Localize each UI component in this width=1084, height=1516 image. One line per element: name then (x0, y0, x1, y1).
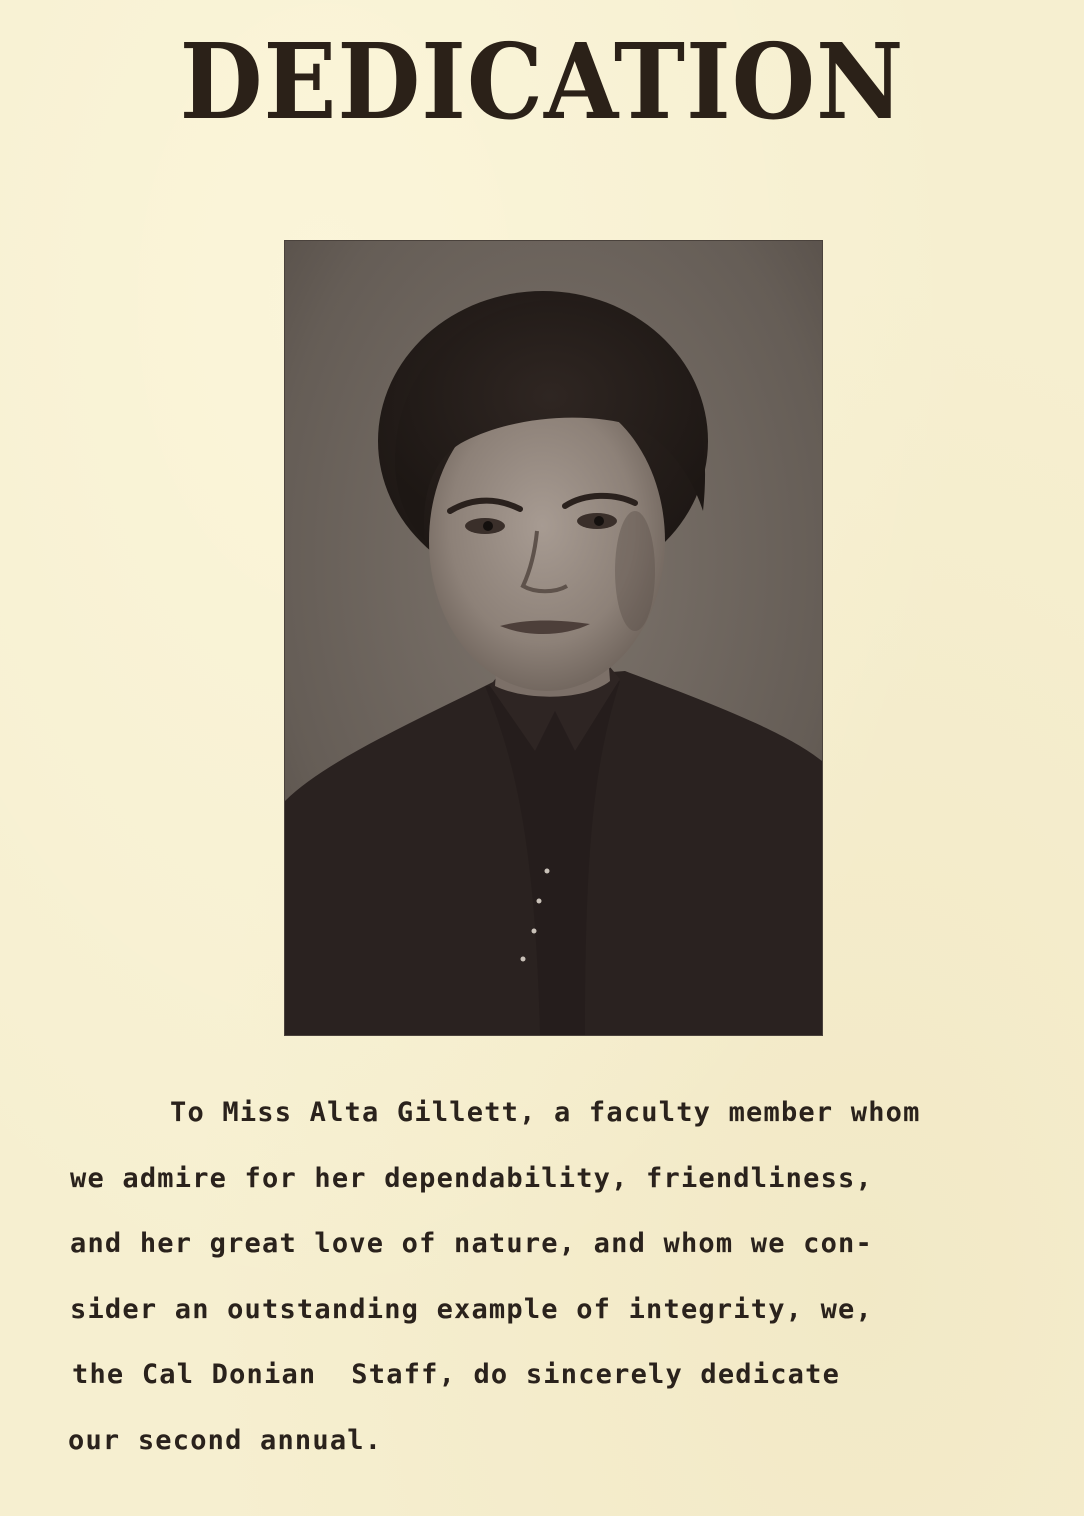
portrait-photo (285, 241, 822, 1035)
dedication-line: and her great love of nature, and whom we con- (70, 1228, 873, 1259)
dedication-line: the Cal Donian Staff, do sincerely dedicate (72, 1359, 841, 1390)
dedication-text (68, 1080, 1048, 1473)
page-title: DEDICATION (179, 20, 905, 143)
dedication-line: we admire for her dependability, friendliness, (70, 1162, 873, 1194)
dedication-line: sider an outstanding example of integrity, we, (70, 1293, 873, 1325)
dedication-line: To Miss Alta Gillett, a faculty member whom (170, 1097, 921, 1128)
portrait-icon (285, 241, 822, 1035)
dedication-line: our second annual. (68, 1424, 383, 1456)
